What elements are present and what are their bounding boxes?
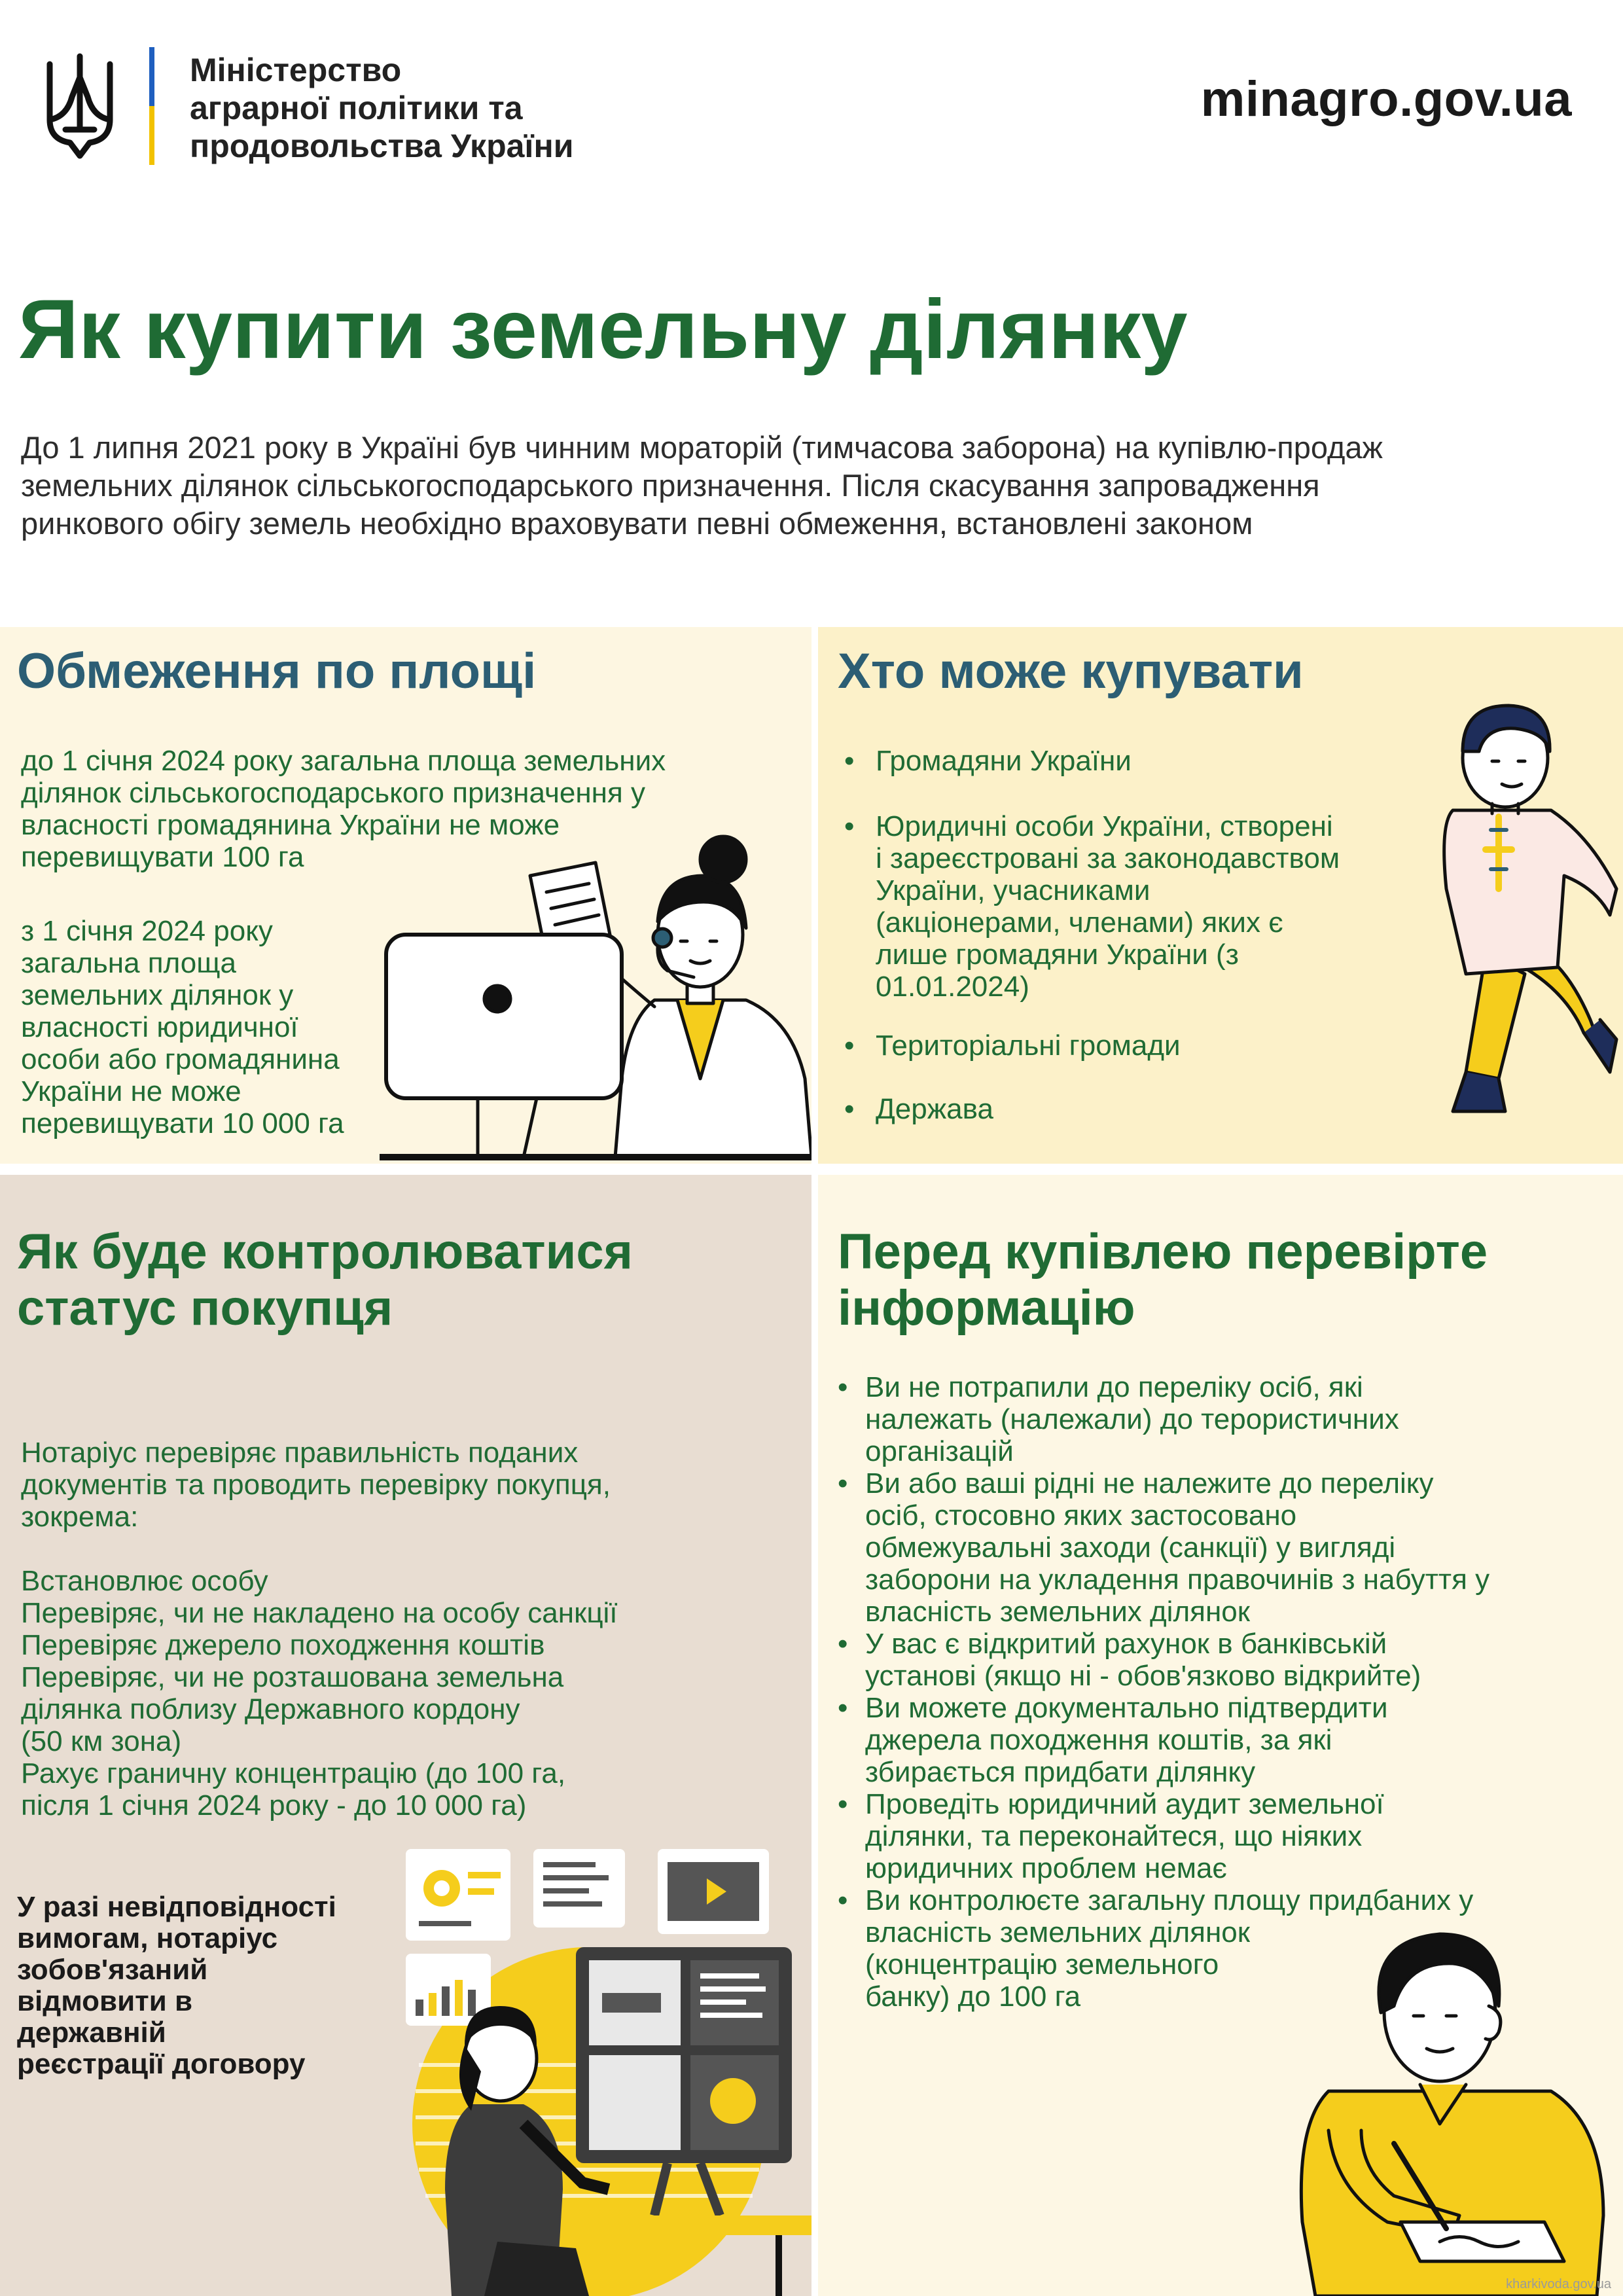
area-limits-heading: Обмеження по площі bbox=[17, 643, 537, 699]
refusal-warning: У разі невідповідності вимогам, нотаріус зобов'язаний відмовити в державній реєстрації договору bbox=[17, 1891, 336, 2080]
page-title: Як купити земельну ділянку bbox=[18, 283, 1188, 376]
buyer-control-heading: Як буде контролюватися статус покупця bbox=[17, 1224, 633, 1336]
who-can-buy-item: • Територіальні громади bbox=[844, 1030, 1181, 1062]
who-can-buy-panel bbox=[818, 627, 1623, 1164]
header bbox=[0, 0, 1623, 196]
check-before-item: • Ви можете документально підтвердити джерела походження коштів, за які збирається придбати ділянку bbox=[838, 1692, 1388, 1788]
who-can-buy-item: • Юридичні особи України, створені і зареєстровані за законодавством України, учасниками (акціонерами, членами) яких є лише громадяни України (з 01.01.2024) bbox=[844, 810, 1340, 1003]
woman-working-dashboards-illustration bbox=[393, 1849, 812, 2296]
check-before-item: • У вас є відкритий рахунок в банківській установі (якщо ні - обов'язково відкрийте) bbox=[838, 1628, 1421, 1692]
man-in-vyshyvanka-illustration bbox=[1400, 679, 1623, 1138]
who-can-buy-heading: Хто може купувати bbox=[838, 643, 1304, 699]
trident-emblem-icon bbox=[41, 51, 119, 162]
check-before-item: • Ви контролюєте загальну площу придбаних у власність земельних ділянок (концентрацію земельного банку) до 100 га bbox=[838, 1884, 1474, 2013]
area-limits-block-2: з 1 січня 2024 року загальна площа земельних ділянок у власності юридичної особи або громадянина України не може перевищувати 10 000 га bbox=[21, 915, 344, 1139]
man-writing-illustration bbox=[1289, 1914, 1623, 2296]
check-before-item: • Ви або ваші рідні не належите до переліку осіб, стосовно яких застосовано обмежувальні заходи (санкції) у вигляді заборони на укладення правочинів з набуття у власність земельних ділянок bbox=[838, 1467, 1490, 1628]
check-before-panel bbox=[818, 1175, 1623, 2296]
area-limits-panel bbox=[0, 627, 812, 1164]
who-can-buy-item: • Держава bbox=[844, 1093, 993, 1125]
woman-at-computer-illustration bbox=[380, 804, 812, 1164]
ministry-name: Міністерство аграрної політики та продовольства України bbox=[190, 52, 574, 164]
check-before-item: • Проведіть юридичний аудит земельної ділянки, та переконайтеся, що ніяких юридичних проблем немає bbox=[838, 1788, 1384, 1884]
intro-text: До 1 липня 2021 року в Україні був чинним мораторій (тимчасова заборона) на купівлю-продаж земельних ділянок сільськогосподарського призначення. Після скасування запровадження ринкового обігу земель необхідно враховувати певні обмеження, встановлені законом bbox=[21, 430, 1383, 541]
buyer-control-panel bbox=[0, 1175, 812, 2296]
area-limits-block-1: до 1 січня 2024 року загальна площа земельних ділянок сільськогосподарського призначення у власності громадянина України не може перевищувати 100 га bbox=[21, 745, 666, 873]
who-can-buy-item: • Громадяни України bbox=[844, 745, 1132, 777]
ukraine-flag-bar bbox=[149, 47, 154, 165]
check-before-heading: Перед купівлею перевірте інформацію bbox=[838, 1224, 1488, 1336]
check-before-item: • Ви не потрапили до переліку осіб, які належать (належали) до терористичних організацій bbox=[838, 1371, 1399, 1467]
site-url[interactable]: minagro.gov.ua bbox=[1200, 71, 1572, 127]
source-watermark: kharkivoda.gov.ua bbox=[1506, 2277, 1611, 2291]
buyer-control-body: Нотаріус перевіряє правильність поданих документів та проводить перевірку покупця, зокрема: Встановлює особу Перевіряє, чи не накладено на особу санкції Перевіряє джерело походження коштів Перевіряє, чи не розташована земельна ділянка поблизу Державного кордону (50 км зона) Рахує граничну концентрацію (до 100 га, після 1 січня 2024 року - до 10 000 га) bbox=[21, 1437, 618, 1821]
